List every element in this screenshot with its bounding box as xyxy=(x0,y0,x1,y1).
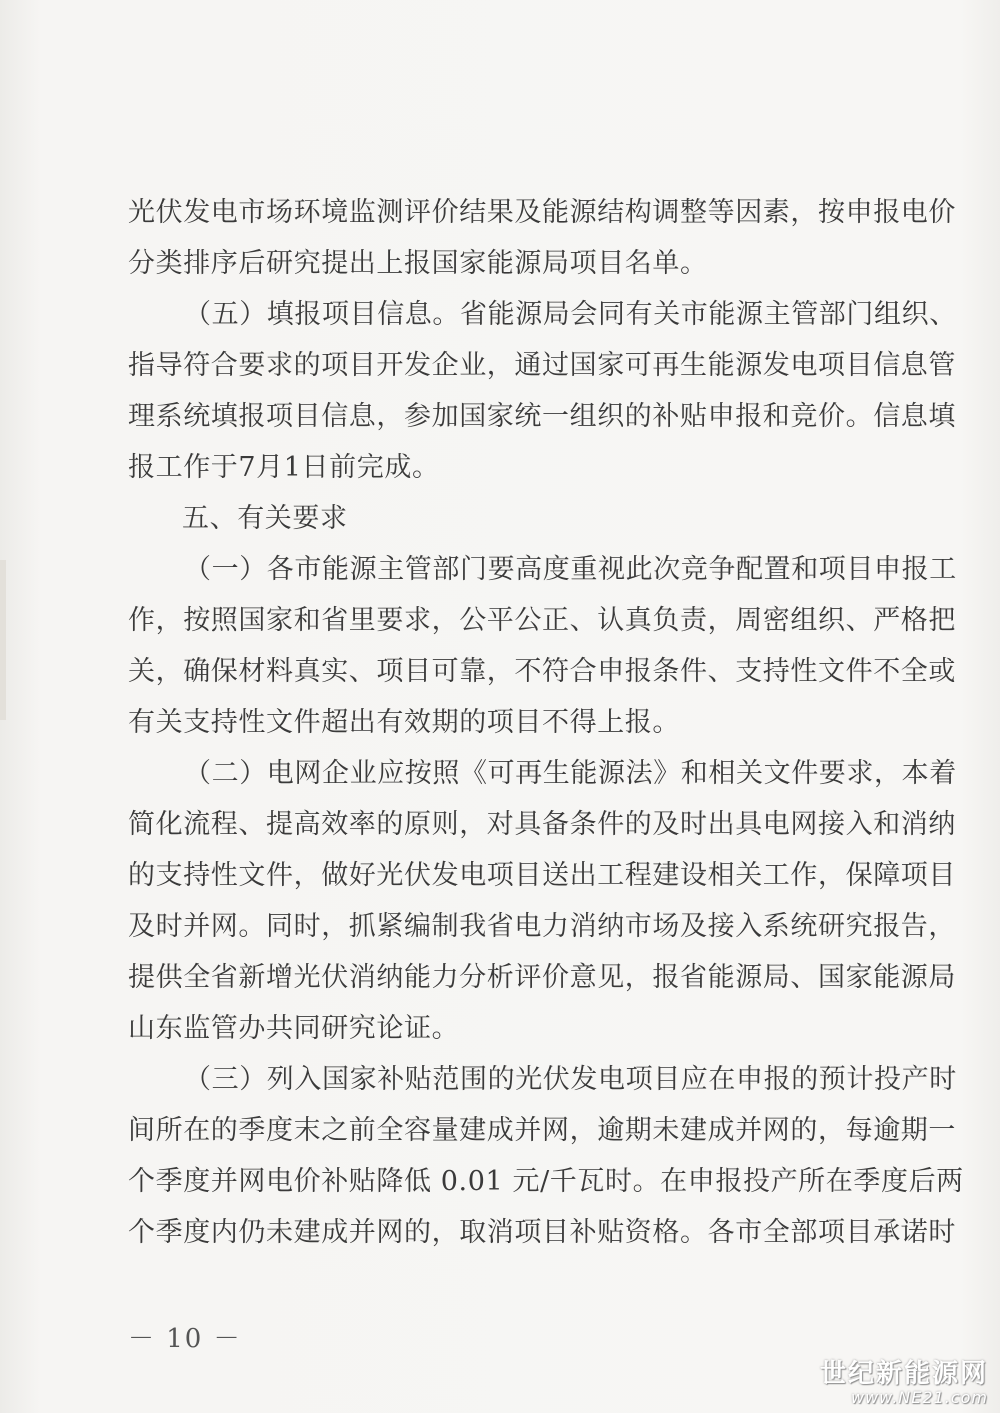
body-text-line: （二）电网企业应按照《可再生能源法》和相关文件要求，本着 xyxy=(184,758,957,789)
body-text-line: 及时并网。同时，抓紧编制我省电力消纳市场及接入系统研究报告， xyxy=(128,911,956,942)
page-number: － 10 － xyxy=(128,1324,242,1354)
body-text-line: 间所在的季度末之前全容量建成并网，逾期未建成并网的，每逾期一 xyxy=(128,1115,956,1146)
body-text-line: 简化流程、提高效率的原则，对具备条件的及时出具电网接入和消纳 xyxy=(128,809,956,840)
body-text-line: 有关支持性文件超出有效期的项目不得上报。 xyxy=(128,707,680,738)
section-heading: 五、有关要求 xyxy=(182,503,348,534)
body-text-line: 个季度并网电价补贴降低 0.01 元/千瓦时。在申报投产所在季度后两 xyxy=(128,1166,964,1197)
watermark-url: www.NE21.com xyxy=(850,1388,988,1407)
body-text-line: 提供全省新增光伏消纳能力分析评价意见，报省能源局、国家能源局 xyxy=(128,962,956,993)
body-text-line: （五）填报项目信息。省能源局会同有关市能源主管部门组织、 xyxy=(184,299,957,330)
watermark-name: 世纪新能源网 xyxy=(819,1359,988,1389)
binding-shadow xyxy=(0,560,6,720)
body-text-line: 光伏发电市场环境监测评价结果及能源结构调整等因素，按申报电价 xyxy=(128,197,956,228)
body-text-line: 的支持性文件，做好光伏发电项目送出工程建设相关工作，保障项目 xyxy=(128,860,956,891)
site-watermark xyxy=(820,1359,988,1407)
body-text-line: 关，确保材料真实、项目可靠，不符合申报条件、支持性文件不全或 xyxy=(128,656,956,687)
body-text-line: 个季度内仍未建成并网的，取消项目补贴资格。各市全部项目承诺时 xyxy=(128,1217,956,1248)
body-text-line: （一）各市能源主管部门要高度重视此次竞争配置和项目申报工 xyxy=(184,554,957,585)
body-text-line: 山东监管办共同研究论证。 xyxy=(128,1013,460,1044)
body-text-line: 指导符合要求的项目开发企业，通过国家可再生能源发电项目信息管 xyxy=(128,350,956,381)
body-text-line: 作，按照国家和省里要求，公平公正、认真负责，周密组织、严格把 xyxy=(128,605,956,636)
document-body xyxy=(128,187,964,1258)
body-text-line: 报工作于7月1日前完成。 xyxy=(128,452,440,483)
body-text-line: 理系统填报项目信息，参加国家统一组织的补贴申报和竞价。信息填 xyxy=(128,401,956,432)
body-text-line: （三）列入国家补贴范围的光伏发电项目应在申报的预计投产时 xyxy=(184,1064,957,1095)
body-text-line: 分类排序后研究提出上报国家能源局项目名单。 xyxy=(128,248,708,279)
